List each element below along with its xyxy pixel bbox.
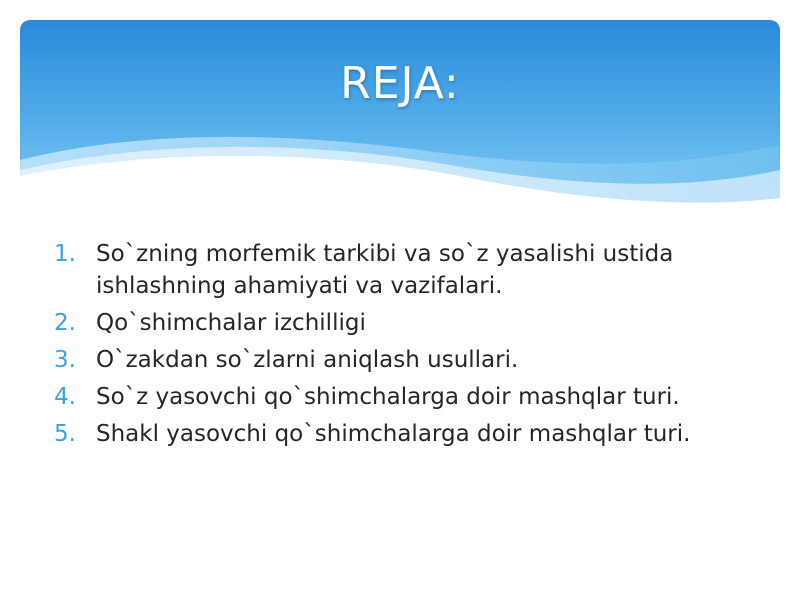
slide-title: REJA: xyxy=(340,58,460,109)
item-number: 3. xyxy=(54,347,76,373)
item-number: 5. xyxy=(54,421,76,447)
item-text: So`z yasovchi qo`shimchalarga doir mashqlar turi. xyxy=(96,384,680,410)
header-banner xyxy=(20,20,780,220)
item-number: 4. xyxy=(54,384,76,410)
list-item xyxy=(54,344,754,376)
item-text: Shakl yasovchi qo`shimchalarga doir mashqlar turi. xyxy=(96,421,691,447)
item-text: O`zakdan so`zlarni aniqlash usullari. xyxy=(96,347,519,373)
wave-decoration xyxy=(20,20,780,220)
list-item xyxy=(54,307,754,339)
item-text: Qo`shimchalar izchilligi xyxy=(96,310,366,336)
item-number: 1. xyxy=(54,241,76,267)
agenda-list xyxy=(54,238,754,455)
item-text: So`zning morfemik tarkibi va so`z yasalishi ustida ishlashning ahamiyati va vazifalari. xyxy=(96,241,674,299)
list-item xyxy=(54,238,754,302)
item-number: 2. xyxy=(54,310,76,336)
list-item xyxy=(54,381,754,413)
list-item xyxy=(54,418,754,450)
